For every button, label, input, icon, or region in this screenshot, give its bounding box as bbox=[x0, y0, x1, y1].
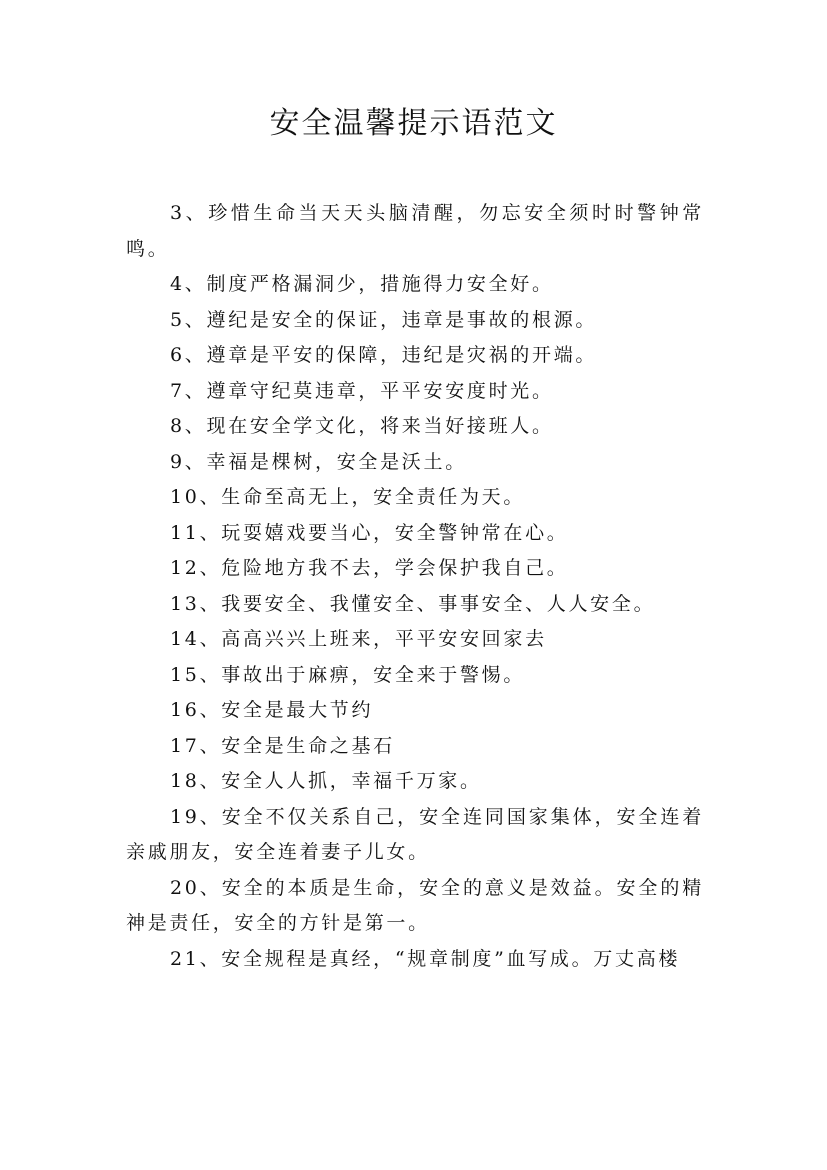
paragraph: 19、安全不仅关系自己，安全连同国家集体，安全连着亲戚朋友，安全连着妻子儿女。 bbox=[126, 805, 704, 863]
paragraph: 8、现在安全学文化，将来当好接班人。 bbox=[170, 415, 554, 437]
paragraph: 18、安全人人抓，幸福千万家。 bbox=[170, 770, 482, 792]
paragraph: 3、珍惜生命当天天头脑清醒，勿忘安全须时时警钟常鸣。 bbox=[126, 202, 704, 260]
paragraph: 21、安全规程是真经，“规章制度”血写成。万丈高楼 bbox=[170, 947, 681, 970]
paragraph: 5、遵纪是安全的保证，违章是事故的根源。 bbox=[170, 308, 598, 331]
paragraph: 17、安全是生命之基石 bbox=[170, 734, 395, 757]
paragraph: 14、高高兴兴上班来，平平安安回家去 bbox=[170, 628, 547, 650]
paragraph: 20、安全的本质是生命，安全的意义是效益。安全的精神是责任，安全的方针是第一。 bbox=[126, 876, 704, 934]
paragraph: 10、生命至高无上，安全责任为天。 bbox=[170, 486, 526, 508]
document-body bbox=[126, 196, 704, 977]
paragraph: 15、事故出于麻痹，安全来于警惕。 bbox=[170, 663, 526, 686]
paragraph: 11、玩耍嬉戏要当心，安全警钟常在心。 bbox=[170, 521, 569, 544]
paragraph: 9、幸福是棵树，安全是沃土。 bbox=[170, 450, 467, 473]
paragraph: 4、制度严格漏洞少，措施得力安全好。 bbox=[170, 273, 554, 295]
paragraph: 12、危险地方我不去，学会保护我自己。 bbox=[170, 557, 569, 579]
document-title: 安全温馨提示语范文 bbox=[269, 106, 558, 141]
paragraph: 6、遵章是平安的保障，违纪是灾祸的开端。 bbox=[170, 344, 598, 366]
paragraph: 7、遵章守纪莫违章，平平安安度时光。 bbox=[170, 379, 554, 402]
paragraph: 16、安全是最大节约 bbox=[170, 699, 374, 721]
paragraph: 13、我要安全、我懂安全、事事安全、人人安全。 bbox=[170, 592, 656, 615]
